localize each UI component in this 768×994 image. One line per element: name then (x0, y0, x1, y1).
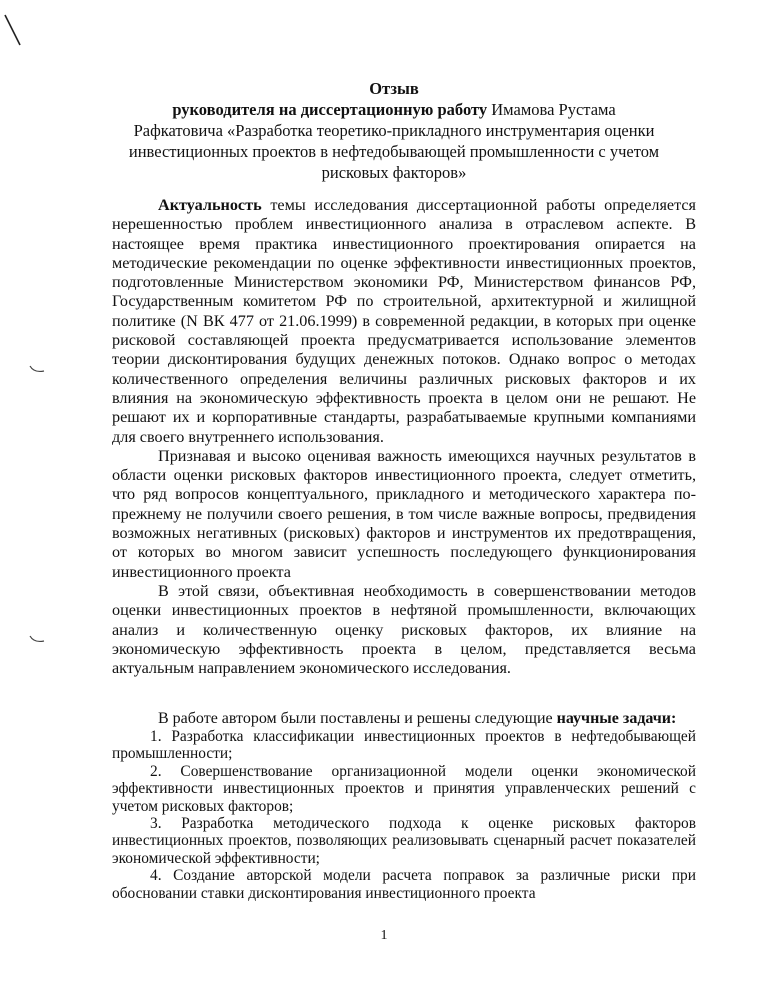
heading-line-4: рисковых факторов» (321, 163, 467, 182)
heading-line-2: Рафкатовича «Разработка теоретико-прикладного инструментария оценки (133, 121, 655, 140)
document-heading (100, 78, 688, 183)
body-text (112, 196, 696, 678)
page-number: 1 (380, 928, 388, 943)
task-item: 3. Разработка методического подхода к оценке рисковых факторов инвестиционных проектов, позволяющих реализовывать сценарный расчет показателей экономической эффективности; (112, 815, 696, 867)
paragraph-results: Признавая и высоко оценивая важность имеющихся научных результатов в области оценки рисковых факторов инвестиционного проекта, следует отметить, что ряд вопросов концептуального, прикладного и методического характера по-прежнему не получили своего решения, в том числе важные вопросы, предвидения возможных негативных (рисковых) факторов и инструментов их предотвращения, от которых во многом зависит успешность последующего функционирования инвестиционного проекта (112, 446, 696, 581)
task-item: 1. Разработка классификации инвестиционных проектов в нефтедобывающей промышленности; (112, 728, 696, 763)
document-title: Отзыв (369, 79, 419, 98)
corner-pen-mark (2, 12, 24, 48)
tasks-intro: В работе автором были поставлены и решены следующие научные задачи: (158, 710, 677, 727)
paragraph-necessity: В этой связи, объективная необходимость в совершенствовании методов оценки инвестиционных проектов в нефтяной промышленности, включающих анализ и количественную оценку рисковых факторов, их влияние на экономическую эффективность проекта в целом, представляется весьма актуальным направлением экономического исследования. (112, 581, 696, 678)
heading-line-1: руководителя на диссертационную работу Имамова Рустама (172, 100, 616, 119)
task-item: 2. Совершенствование организационной модели оценки экономической эффективности инвестиционных проектов и принятия управленческих решений с учетом рисковых факторов; (112, 762, 696, 815)
paragraph-relevance: Актуальность темы исследования диссертационной работы определяется нерешенностью проблем инвестиционного анализа в отраслевом аспекте. В настоящее время практика инвестиционного проектирования опирается на методические рекомендации по оценке эффективности инвестиционных проектов, подготовленные Министерством экономики РФ, Министерством финансов РФ, Государственным комитетом РФ по строительной, архитектурной и жилищной политике (N ВК 477 от 21.06.1999) в современной редакции, в которых при оценке рисковой составляющей проекта предусматривается использование элементов теории дисконтирования будущих денежных потоков. Однако вопрос о методах количественного определения величины различных рисковых факторов и их влияния на экономическую эффективность проекта в целом они не решают. Не решают их и корпоративные стандарты, разрабатываемые крупными компаниями для своего внутреннего использования. (112, 196, 696, 446)
margin-tick-mark (28, 364, 46, 376)
task-item: 4. Создание авторской модели расчета поправок за различные риски при обосновании ставки дисконтирования инвестиционного проекта (112, 867, 696, 902)
margin-tick-mark (28, 634, 46, 646)
heading-line-3: инвестиционных проектов в нефтедобывающей промышленности с учетом (128, 142, 660, 161)
scientific-tasks (112, 710, 696, 902)
